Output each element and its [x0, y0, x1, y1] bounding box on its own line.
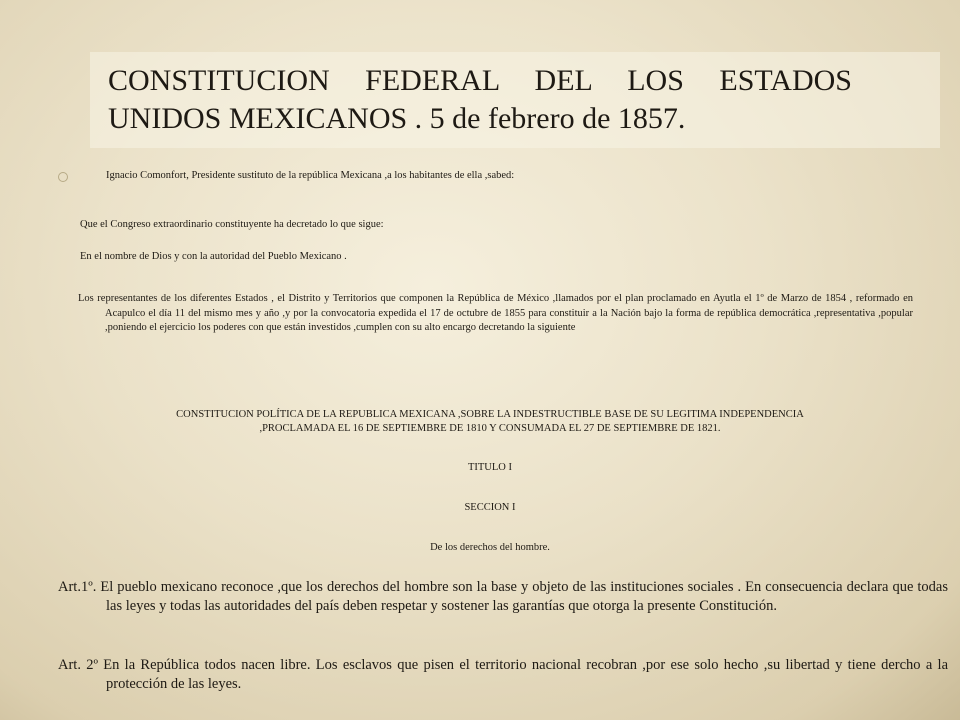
constitucion-heading	[90, 408, 890, 436]
representantes-paragraph: Los representantes de los diferentes Estados , el Distrito y Territorios que componen la República de México ,llamados por el plan proclamado en Ayutla el 1º de Marzo de 1854 , reformado en Acapulco el día 11 del mismo mes y año ,y por la convocatoria expedida el 17 de octubre de 1855 para constituir a la Nación bajo la forma de república democrática ,representativa ,popular ,poniendo el ejercicio los poderes con que están investidos ,cumplen con su alto encargo decretando la siguiente	[78, 293, 913, 333]
title-line-1: CONSTITUCION FEDERAL DEL LOS ESTADOS	[108, 64, 852, 97]
article-2-label: Art. 2º	[58, 657, 98, 673]
article-1-label: Art.1º.	[58, 579, 97, 595]
intro-text: Ignacio Comonfort, Presidente sustituto de la república Mexicana ,a los habitantes de ella ,sabed:	[106, 170, 515, 181]
titulo-heading: TITULO I	[467, 462, 513, 473]
article-1	[58, 578, 948, 616]
page-title	[108, 62, 852, 138]
article-1-text: El pueblo mexicano reconoce ,que los derechos del hombre son la base y objeto de las instituciones sociales . En consecuencia declara que todas las leyes y todas las autoridades del país deben respetar y sostener las garantías que otorga la presente Constitución.	[96, 579, 948, 614]
congreso-text: Que el Congreso extraordinario constituyente ha decretado lo que sigue:	[80, 219, 384, 230]
constitucion-heading-line-2: ,PROCLAMADA EL 16 DE SEPTIEMBRE DE 1810 Y CONSUMADA EL 27 DE SEPTIEMBRE DE 1821.	[259, 423, 721, 434]
article-2-text: En la República todos nacen libre. Los esclavos que pisen el territorio nacional recobran ,por ese solo hecho ,su libertad y tiene dercho a la protección de las leyes.	[98, 657, 949, 692]
article-2	[58, 656, 948, 694]
title-line-2: UNIDOS MEXICANOS . 5 de febrero de 1857.	[108, 102, 686, 135]
constitucion-heading-line-1: CONSTITUCION POLÍTICA DE LA REPUBLICA MEXICANA ,SOBRE LA INDESTRUCTIBLE BASE DE SU LEGITIMA INDEPENDENCIA	[176, 409, 804, 420]
bullet-circle-icon	[58, 172, 68, 182]
derechos-heading: De los derechos del hombre.	[430, 542, 550, 553]
seccion-heading: SECCION I	[464, 502, 516, 513]
nombre-text: En el nombre de Dios y con la autoridad del Pueblo Mexicano .	[80, 251, 347, 262]
